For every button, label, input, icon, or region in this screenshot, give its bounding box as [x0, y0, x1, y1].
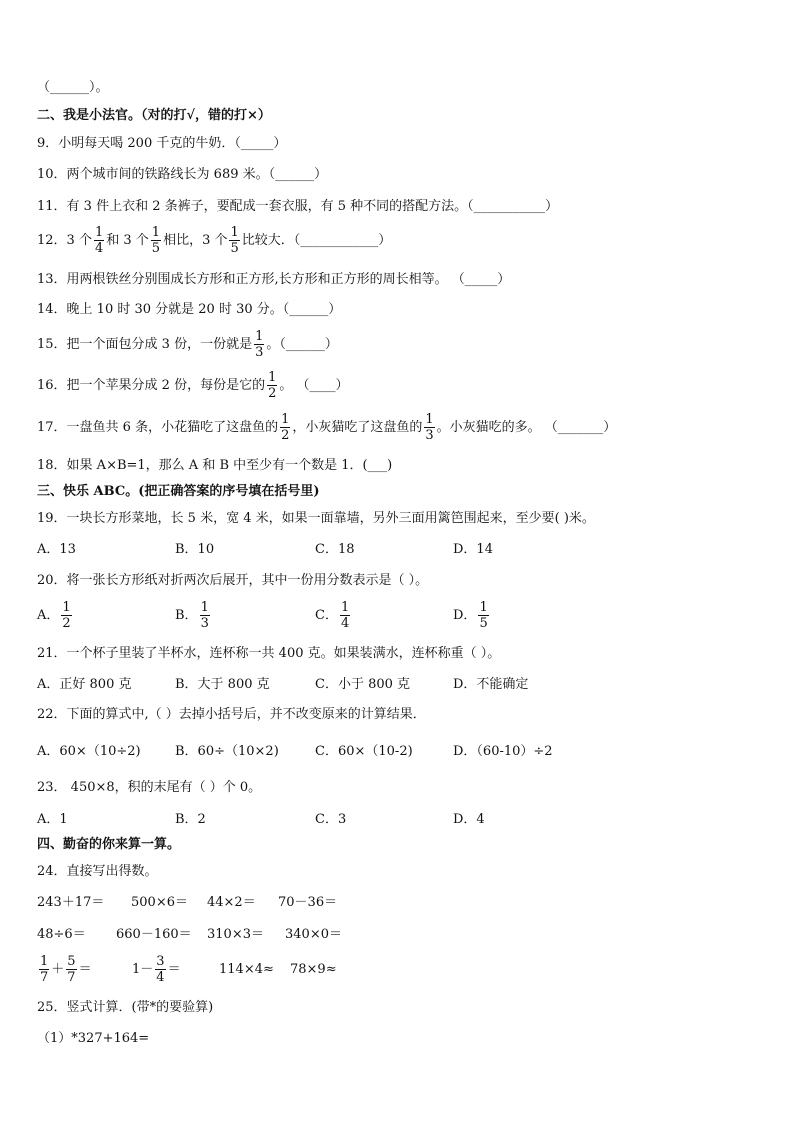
section-heading-judge: 二、我是小法官。（对的打√，错的打×）: [37, 108, 271, 123]
section-heading-choice: 三、快乐 ABC。(把正确答案的序号填在括号里): [37, 484, 320, 499]
question-9: 9．小明每天喝 200 千克的牛奶．（_____）: [37, 136, 287, 151]
fraction-numerator: 1: [62, 600, 71, 615]
fraction-numerator: 1: [425, 412, 434, 427]
q17-part-b: ，小灰猫吃了这盘鱼的: [292, 420, 423, 435]
question-17: [37, 411, 616, 445]
option-a: A．13: [37, 542, 76, 557]
equals-sign: ＝: [167, 962, 181, 977]
fraction: [155, 954, 165, 985]
q16-part-b: 。 （____）: [279, 378, 349, 393]
calc-item: 660－160＝: [116, 927, 192, 942]
fraction: [66, 954, 76, 985]
fraction: [229, 225, 239, 256]
option-letter: C．: [315, 608, 338, 623]
fraction-numerator: 3: [156, 954, 165, 969]
option-b: B．10: [175, 542, 215, 557]
fraction-numerator: 1: [230, 225, 239, 240]
fraction-denominator: 5: [151, 241, 161, 256]
calc-item: 70－36＝: [278, 895, 338, 910]
equals-sign: ＝: [78, 962, 92, 977]
fraction-numerator: 1: [255, 329, 264, 344]
fraction-numerator: 1: [281, 412, 290, 427]
calc-item: 243＋17＝: [37, 895, 105, 910]
question-25: 25．竖式计算．(带*的要验算): [37, 1000, 214, 1015]
question-21: 21．一个杯子里装了半杯水，连杯称一共 400 克。如果装满水，连杯称重（ ）。: [37, 646, 501, 661]
fraction-numerator: 1: [340, 600, 350, 615]
question-24: 24．直接写出得数。: [37, 864, 158, 879]
question-15: [37, 328, 338, 362]
option-d: [453, 599, 491, 633]
fraction-numerator: 1: [200, 600, 209, 615]
fraction: [478, 600, 488, 631]
option-d: D．14: [453, 542, 493, 557]
fraction-denominator: 7: [40, 970, 49, 985]
option-letter: B．: [175, 608, 198, 623]
option-a: A．正好 800 克: [37, 677, 132, 692]
fraction-numerator: 1: [40, 954, 49, 969]
question-22: 22．下面的算式中,（ ）去掉小括号后，并不改变原来的计算结果．: [37, 707, 426, 722]
fraction-numerator: 1: [94, 225, 104, 240]
calc-item: 78×9≈: [290, 962, 337, 977]
fraction: [254, 329, 264, 360]
calc-item: [37, 953, 92, 987]
option-c: C．3: [315, 812, 347, 827]
question-13: 13．用两根铁丝分别围成长方形和正方形,长方形和正方形的周长相等。 （_____）: [37, 272, 511, 287]
q12-part-d: 比较大．（____________）: [241, 233, 392, 248]
one-minus: 1－: [132, 962, 154, 977]
fraction: [61, 600, 71, 631]
fraction: [280, 412, 290, 443]
fraction-denominator: 7: [67, 970, 76, 985]
plus-sign: ＋: [51, 962, 65, 977]
fraction-denominator: 4: [94, 241, 104, 256]
fraction: [94, 225, 104, 256]
option-d: D．4: [453, 812, 485, 827]
q15-part-b: 。（______）: [266, 337, 338, 352]
option-a: A．1: [37, 812, 68, 827]
option-c: [315, 599, 352, 633]
fraction-numerator: 1: [479, 600, 488, 615]
calc-item: 114×4≈: [219, 962, 274, 977]
q12-part-a: 12．3 个: [37, 233, 92, 248]
calc-item: 340×0＝: [285, 927, 342, 942]
fraction-numerator: 1: [151, 225, 161, 240]
question-25-part-1: （1）*327+164=: [37, 1031, 150, 1046]
section-heading-calc: 四、勤奋的你来算一算。: [37, 837, 181, 852]
answer-blank-line: （______）。: [37, 80, 109, 95]
option-letter: D．: [453, 608, 477, 623]
fraction-denominator: 3: [200, 616, 209, 631]
calc-item: [132, 953, 181, 987]
fraction-denominator: 3: [425, 428, 434, 443]
fraction-denominator: 4: [156, 970, 165, 985]
question-20: 20．将一张长方形纸对折两次后展开，其中一份用分数表示是（ ）。: [37, 573, 429, 588]
question-16: [37, 369, 349, 403]
question-14: 14．晚上 10 时 30 分就是 20 时 30 分。（______）: [37, 302, 342, 317]
calc-item: 310×3＝: [207, 927, 264, 942]
fraction-denominator: 2: [281, 428, 290, 443]
option-b: B．大于 800 克: [175, 677, 270, 692]
q17-part-a: 17．一盘鱼共 6 条，小花猫吃了这盘鱼的: [37, 420, 279, 435]
option-c: C．60×（10-2): [315, 744, 413, 759]
question-18: 18．如果 A×B=1，那么 A 和 B 中至少有一个数是 1．(___): [37, 458, 393, 473]
fraction-denominator: 5: [230, 241, 239, 256]
fraction: [151, 225, 161, 256]
fraction: [340, 600, 350, 631]
q15-part-a: 15．把一个面包分成 3 份，一份就是: [37, 337, 253, 352]
option-letter: A．: [37, 608, 60, 623]
option-d: D．不能确定: [453, 677, 529, 692]
fraction-denominator: 2: [62, 616, 71, 631]
question-11: 11．有 3 件上衣和 2 条裤子，要配成一套衣服，有 5 种不同的搭配方法。（___________）: [37, 199, 559, 214]
option-b: [175, 599, 212, 633]
fraction-denominator: 3: [255, 345, 264, 360]
calc-item: 48÷6＝: [37, 927, 86, 942]
fraction-numerator: 1: [268, 370, 277, 385]
option-a: A．60×（10÷2): [37, 744, 141, 759]
calc-item: 44×2＝: [207, 895, 256, 910]
option-d: D．（60-10）÷2: [453, 744, 553, 759]
fraction-denominator: 5: [479, 616, 488, 631]
q12-part-c: 相比，3 个: [163, 233, 228, 248]
option-b: B．60÷（10×2): [175, 744, 279, 759]
q16-part-a: 16．把一个苹果分成 2 份，每份是它的: [37, 378, 266, 393]
q17-part-c: 。小灰猫吃的多。 （_______）: [436, 420, 617, 435]
fraction: [424, 412, 434, 443]
option-b: B．2: [175, 812, 206, 827]
fraction-numerator: 5: [67, 954, 76, 969]
option-c: C．18: [315, 542, 355, 557]
option-a: [37, 599, 74, 633]
fraction: [200, 600, 210, 631]
question-19: 19．一块长方形菜地，长 5 米，宽 4 米，如果一面靠墙，另外三面用篱笆围起来，至少要( )米。: [37, 511, 595, 526]
q12-part-b: 和 3 个: [106, 233, 149, 248]
question-12: [37, 224, 391, 258]
fraction: [267, 370, 277, 401]
option-c: C．小于 800 克: [315, 677, 411, 692]
question-10: 10．两个城市间的铁路线长为 689 米。（______）: [37, 167, 328, 182]
fraction: [39, 954, 49, 985]
fraction-denominator: 2: [268, 386, 277, 401]
question-23: 23． 450×8，积的末尾有（ ）个 0。: [37, 780, 262, 795]
calc-item: 500×6＝: [131, 895, 188, 910]
fraction-denominator: 4: [340, 616, 350, 631]
